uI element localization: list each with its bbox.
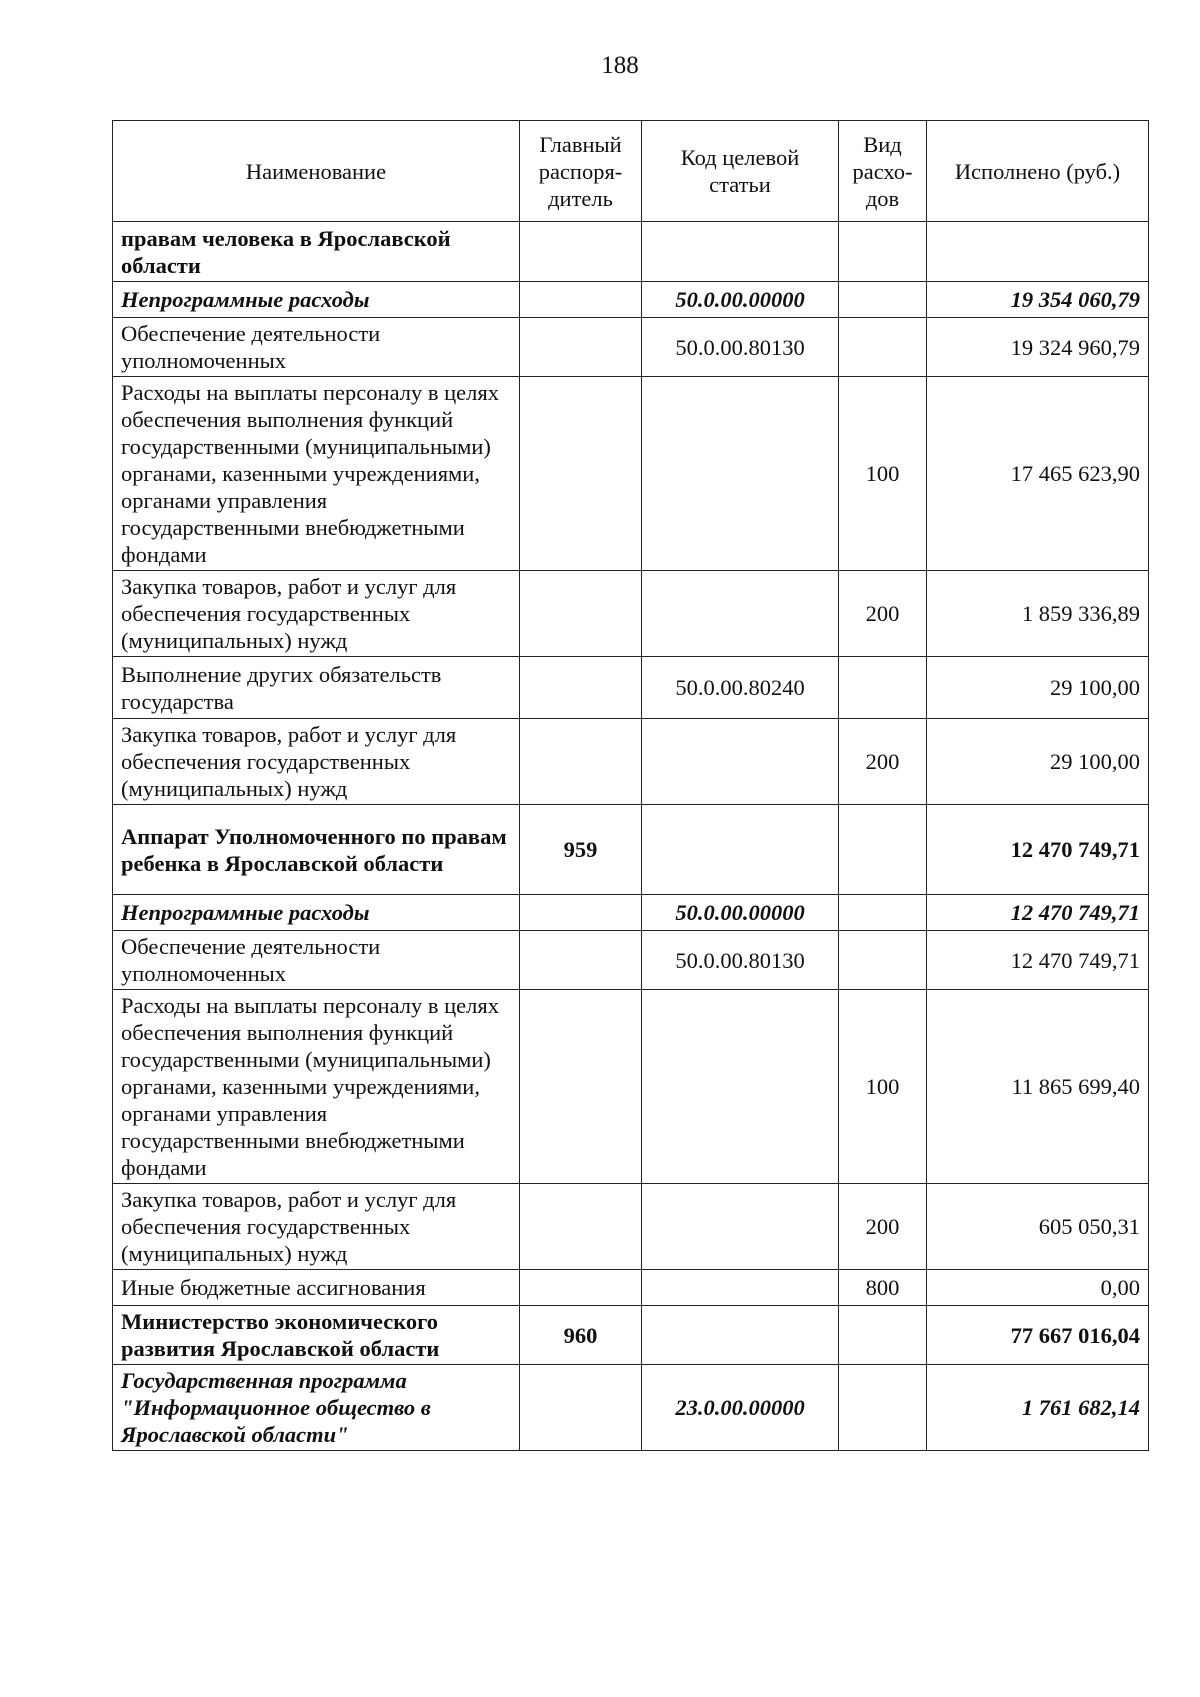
cell-code: 50.0.00.00000 xyxy=(642,282,839,318)
cell-admin xyxy=(520,318,642,377)
cell-admin xyxy=(520,1184,642,1270)
cell-amount: 12 470 749,71 xyxy=(927,805,1149,895)
header-amount: Исполнено (руб.) xyxy=(927,121,1149,222)
table-row xyxy=(113,318,1149,377)
table-body xyxy=(113,222,1149,1451)
table-row xyxy=(113,719,1149,805)
cell-admin xyxy=(520,895,642,931)
cell-admin xyxy=(520,990,642,1184)
table-header-row xyxy=(113,121,1149,222)
cell-admin xyxy=(520,657,642,719)
cell-name: Закупка товаров, работ и услуг для обеспечения государственных (муниципальных) нужд xyxy=(113,571,520,657)
table-row xyxy=(113,805,1149,895)
cell-amount: 1 859 336,89 xyxy=(927,571,1149,657)
cell-amount: 29 100,00 xyxy=(927,657,1149,719)
table-row xyxy=(113,931,1149,990)
cell-code xyxy=(642,805,839,895)
cell-kind: 200 xyxy=(839,571,927,657)
cell-admin xyxy=(520,1365,642,1451)
cell-amount: 77 667 016,04 xyxy=(927,1306,1149,1365)
table-row xyxy=(113,1306,1149,1365)
cell-code: 50.0.00.80240 xyxy=(642,657,839,719)
cell-kind xyxy=(839,1365,927,1451)
cell-admin xyxy=(520,571,642,657)
cell-amount xyxy=(927,222,1149,282)
table-row xyxy=(113,282,1149,318)
cell-name: Непрограммные расходы xyxy=(113,282,520,318)
cell-name: Министерство экономического развития Ярославской области xyxy=(113,1306,520,1365)
header-kind: Вид расхо-дов xyxy=(839,121,927,222)
cell-code xyxy=(642,990,839,1184)
cell-code: 50.0.00.80130 xyxy=(642,318,839,377)
cell-kind: 100 xyxy=(839,377,927,571)
cell-name: Иные бюджетные ассигнования xyxy=(113,1270,520,1306)
cell-amount: 1 761 682,14 xyxy=(927,1365,1149,1451)
cell-kind: 200 xyxy=(839,1184,927,1270)
budget-table xyxy=(112,120,1149,1451)
cell-admin xyxy=(520,1270,642,1306)
cell-amount: 605 050,31 xyxy=(927,1184,1149,1270)
cell-kind xyxy=(839,931,927,990)
cell-name: Закупка товаров, работ и услуг для обеспечения государственных (муниципальных) нужд xyxy=(113,1184,520,1270)
table-row xyxy=(113,571,1149,657)
cell-code xyxy=(642,1306,839,1365)
table-row xyxy=(113,377,1149,571)
cell-name: Обеспечение деятельности уполномоченных xyxy=(113,318,520,377)
table-row xyxy=(113,222,1149,282)
cell-code xyxy=(642,719,839,805)
table-row xyxy=(113,657,1149,719)
cell-name: Непрограммные расходы xyxy=(113,895,520,931)
cell-code xyxy=(642,377,839,571)
cell-kind xyxy=(839,318,927,377)
cell-code: 23.0.00.00000 xyxy=(642,1365,839,1451)
cell-kind: 800 xyxy=(839,1270,927,1306)
cell-kind xyxy=(839,1306,927,1365)
cell-admin: 960 xyxy=(520,1306,642,1365)
cell-code: 50.0.00.80130 xyxy=(642,931,839,990)
table-row xyxy=(113,1270,1149,1306)
cell-kind: 100 xyxy=(839,990,927,1184)
cell-name: Расходы на выплаты персоналу в целях обеспечения выполнения функций государственными (муниципальными) органами, казенными учреждениями, органами управления государственными внебюджетными фондами xyxy=(113,377,520,571)
header-code: Код целевой статьи xyxy=(642,121,839,222)
cell-admin xyxy=(520,222,642,282)
cell-name: Аппарат Уполномоченного по правам ребенка в Ярославской области xyxy=(113,805,520,895)
table-row xyxy=(113,1184,1149,1270)
cell-amount: 17 465 623,90 xyxy=(927,377,1149,571)
cell-name: Государственная программа "Информационное общество в Ярославской области" xyxy=(113,1365,520,1451)
table-row xyxy=(113,990,1149,1184)
cell-amount: 19 324 960,79 xyxy=(927,318,1149,377)
cell-code xyxy=(642,222,839,282)
cell-amount: 29 100,00 xyxy=(927,719,1149,805)
cell-amount: 11 865 699,40 xyxy=(927,990,1149,1184)
cell-amount: 19 354 060,79 xyxy=(927,282,1149,318)
page-number: 188 xyxy=(601,52,639,79)
cell-code xyxy=(642,1184,839,1270)
cell-name: Обеспечение деятельности уполномоченных xyxy=(113,931,520,990)
cell-admin xyxy=(520,931,642,990)
header-admin: Главный распоря-дитель xyxy=(520,121,642,222)
cell-kind xyxy=(839,895,927,931)
cell-code xyxy=(642,1270,839,1306)
cell-kind xyxy=(839,222,927,282)
cell-code: 50.0.00.00000 xyxy=(642,895,839,931)
cell-kind: 200 xyxy=(839,719,927,805)
cell-amount: 12 470 749,71 xyxy=(927,931,1149,990)
cell-kind xyxy=(839,282,927,318)
table-row xyxy=(113,895,1149,931)
cell-name: Закупка товаров, работ и услуг для обеспечения государственных (муниципальных) нужд xyxy=(113,719,520,805)
cell-admin: 959 xyxy=(520,805,642,895)
cell-admin xyxy=(520,282,642,318)
cell-amount: 12 470 749,71 xyxy=(927,895,1149,931)
cell-code xyxy=(642,571,839,657)
cell-admin xyxy=(520,377,642,571)
cell-kind xyxy=(839,657,927,719)
cell-name: правам человека в Ярославской области xyxy=(113,222,520,282)
cell-name: Расходы на выплаты персоналу в целях обеспечения выполнения функций государственными (муниципальными) органами, казенными учреждениями, органами управления государственными внебюджетными фондами xyxy=(113,990,520,1184)
cell-name: Выполнение других обязательств государства xyxy=(113,657,520,719)
cell-admin xyxy=(520,719,642,805)
header-name: Наименование xyxy=(113,121,520,222)
table-row xyxy=(113,1365,1149,1451)
cell-kind xyxy=(839,805,927,895)
cell-amount: 0,00 xyxy=(927,1270,1149,1306)
